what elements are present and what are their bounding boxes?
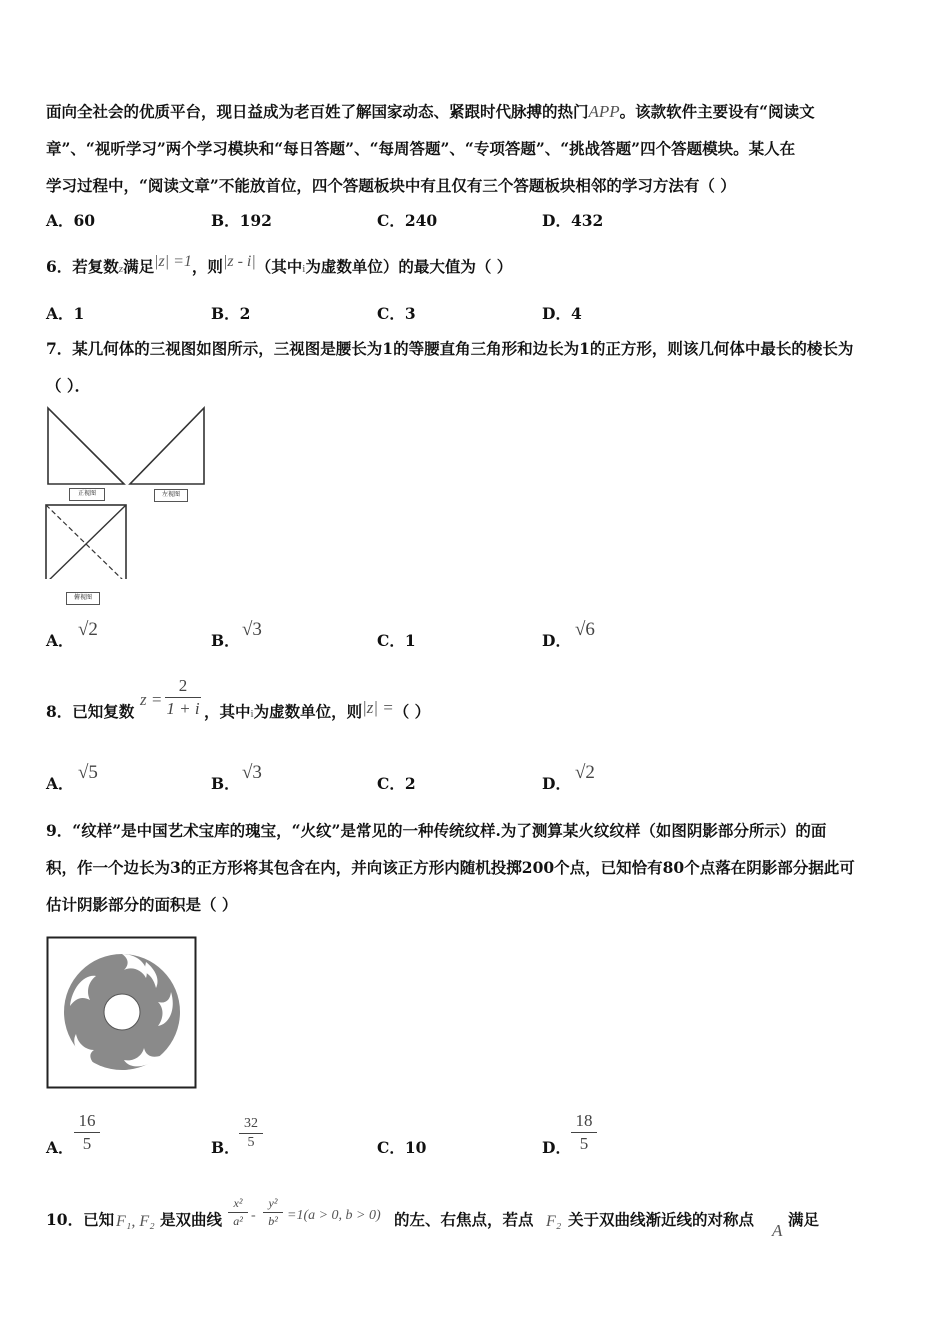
q7-option-b: B． bbox=[211, 631, 240, 650]
q6-option-a: A．1 bbox=[46, 304, 85, 323]
q6-option-d: D．4 bbox=[542, 304, 582, 323]
q8-option-b: B． bbox=[211, 774, 240, 793]
center-hole bbox=[104, 994, 140, 1030]
q10-foci: F₁, F₂ bbox=[116, 1213, 155, 1230]
q6-stem bbox=[46, 253, 513, 279]
q6-mid2: ，则 bbox=[191, 257, 223, 276]
q5-line-2: 章”、“视听学习”两个学习模块和“每日答题”、“每周答题”、“专项答题”、“挑战答题”四个答题模块。某人在 bbox=[46, 139, 796, 158]
q5-line-3: 学习过程中，“阅读文章”不能放首位，四个答题板块中有且仅有三个答题板块相邻的学习方法有（ ） bbox=[46, 176, 736, 195]
front-view-triangle bbox=[48, 408, 124, 484]
q6-mid1: 满足 bbox=[123, 257, 155, 276]
q10-x-fraction bbox=[228, 1196, 248, 1229]
q10-mid3: 关于双曲线渐近线的对称点 bbox=[568, 1210, 755, 1229]
fire-pattern-figure bbox=[46, 936, 198, 1090]
q7-option-b-value: √3 bbox=[242, 619, 262, 640]
q9-option-b-fraction bbox=[239, 1116, 263, 1151]
q10-b2: b² bbox=[268, 1214, 278, 1228]
q10-mid1: 是双曲线 bbox=[160, 1210, 223, 1229]
q10-point-a: A bbox=[772, 1221, 783, 1240]
app-term: APP bbox=[588, 102, 620, 121]
q9-option-a-fraction bbox=[74, 1111, 100, 1154]
q8-tail1: 为虚数单位，则 bbox=[253, 702, 363, 721]
q7-option-d: D． bbox=[542, 631, 571, 650]
q9-d-bar bbox=[571, 1132, 597, 1133]
q5-option-d: D．432 bbox=[542, 211, 604, 230]
q10-f2: F₂ bbox=[546, 1213, 562, 1230]
q9-option-a: A． bbox=[46, 1138, 74, 1157]
q9-option-b: B． bbox=[211, 1138, 240, 1157]
q10-x2: x² bbox=[233, 1196, 243, 1210]
q8-imag-unit: i bbox=[250, 708, 254, 720]
q9-line-3: 估计阴影部分的面积是（ ） bbox=[46, 895, 238, 914]
q5-option-a: A．60 bbox=[46, 211, 96, 230]
q8-option-d-value: √2 bbox=[575, 762, 595, 783]
q8-option-a: A． bbox=[46, 774, 74, 793]
q9-a-num: 16 bbox=[78, 1111, 96, 1130]
q8-fraction-bar bbox=[165, 697, 201, 698]
q10-prefix: 10．已知 bbox=[46, 1210, 115, 1229]
q10-mid2: 的左、右焦点，若点 bbox=[394, 1210, 534, 1229]
q7-option-d-value: √6 bbox=[575, 619, 595, 640]
q8-z-eq: z = bbox=[140, 690, 163, 709]
q6-prefix: 6．若复数 bbox=[46, 257, 119, 276]
left-view-caption: 左视图 bbox=[154, 489, 188, 502]
q8-stem-rest bbox=[204, 698, 431, 724]
q8-prefix: 8．已知复数 bbox=[46, 702, 135, 721]
q8-option-a-value: √5 bbox=[78, 762, 98, 783]
q9-a-bar bbox=[74, 1132, 100, 1133]
q8-option-b-value: √3 bbox=[242, 762, 262, 783]
q9-b-den: 5 bbox=[247, 1135, 255, 1150]
q6-condition: |z| =1 bbox=[154, 253, 192, 270]
q7-option-c: C．1 bbox=[377, 631, 416, 650]
q9-option-d: D． bbox=[542, 1138, 571, 1157]
q10-a2: a² bbox=[233, 1214, 243, 1228]
q9-line-2: 积，作一个边长为3的正方形将其包含在内，并向该正方形内随机投掷200个点，已知恰有80个点落在阴影部分据此可 bbox=[46, 858, 855, 877]
q5-option-b: B．192 bbox=[211, 211, 272, 230]
q10-minus: - bbox=[251, 1208, 256, 1223]
q10-y2: y² bbox=[268, 1196, 278, 1210]
q9-d-num: 18 bbox=[575, 1111, 593, 1130]
q10-x-bar bbox=[228, 1212, 248, 1213]
q9-option-d-fraction bbox=[571, 1111, 597, 1154]
q6-expression: |z - i| bbox=[222, 253, 256, 270]
q10-tail: 满足 bbox=[788, 1210, 820, 1229]
q5-text-1: 面向全社会的优质平台，现日益成为老百姓了解国家动态、紧跟时代脉搏的热门 bbox=[46, 102, 589, 121]
q6-option-c: C．3 bbox=[377, 304, 416, 323]
q10-condition: =1(a > 0, b > 0) bbox=[287, 1208, 381, 1223]
q8-option-d: D． bbox=[542, 774, 571, 793]
q8-denominator: 1 + i bbox=[166, 699, 200, 718]
q8-option-c: C．2 bbox=[377, 774, 416, 793]
q6-var-z: z bbox=[118, 263, 124, 275]
q7-option-a: A． bbox=[46, 631, 74, 650]
top-view-caption: 俯视图 bbox=[66, 592, 100, 605]
q9-line-1: 9．“纹样”是中国艺术宝库的瑰宝，“火纹”是常见的一种传统纹样.为了测算某火纹纹样（如图阴影部分所示）的面 bbox=[46, 821, 827, 840]
q5-option-c: C．240 bbox=[377, 211, 438, 230]
q9-b-bar bbox=[239, 1133, 263, 1134]
q8-tail2: （ ） bbox=[393, 702, 431, 721]
q8-numerator: 2 bbox=[178, 676, 188, 695]
q9-a-den: 5 bbox=[82, 1134, 92, 1153]
q9-d-den: 5 bbox=[579, 1134, 589, 1153]
q8-abs-z: |z| = bbox=[362, 698, 394, 717]
q9-b-num: 32 bbox=[244, 1116, 258, 1131]
q8-mid: ，其中 bbox=[204, 702, 251, 721]
q10-y-bar bbox=[263, 1212, 283, 1213]
q7-option-a-value: √2 bbox=[78, 619, 98, 640]
q10-y-fraction bbox=[263, 1196, 283, 1229]
front-view-caption: 正视图 bbox=[69, 488, 105, 501]
q8-fraction bbox=[165, 676, 201, 719]
q6-option-b: B．2 bbox=[211, 304, 251, 323]
q5-line-1 bbox=[46, 102, 815, 122]
q6-mid3: （其中 bbox=[255, 257, 303, 276]
q6-tail: 为虚数单位）的最大值为（ ） bbox=[305, 257, 513, 276]
q6-imag-unit: i bbox=[302, 263, 306, 275]
q5-text-1b: 。该款软件主要设有“阅读文 bbox=[619, 102, 815, 121]
q7-line-1: 7．某几何体的三视图如图所示，三视图是腰长为1的等腰直角三角形和边长为1的正方形，则该几何体中最长的棱长为 bbox=[46, 339, 854, 358]
q7-line-2: （ ）． bbox=[46, 376, 91, 395]
q9-option-c: C．10 bbox=[377, 1138, 427, 1157]
left-view-triangle bbox=[130, 408, 204, 484]
